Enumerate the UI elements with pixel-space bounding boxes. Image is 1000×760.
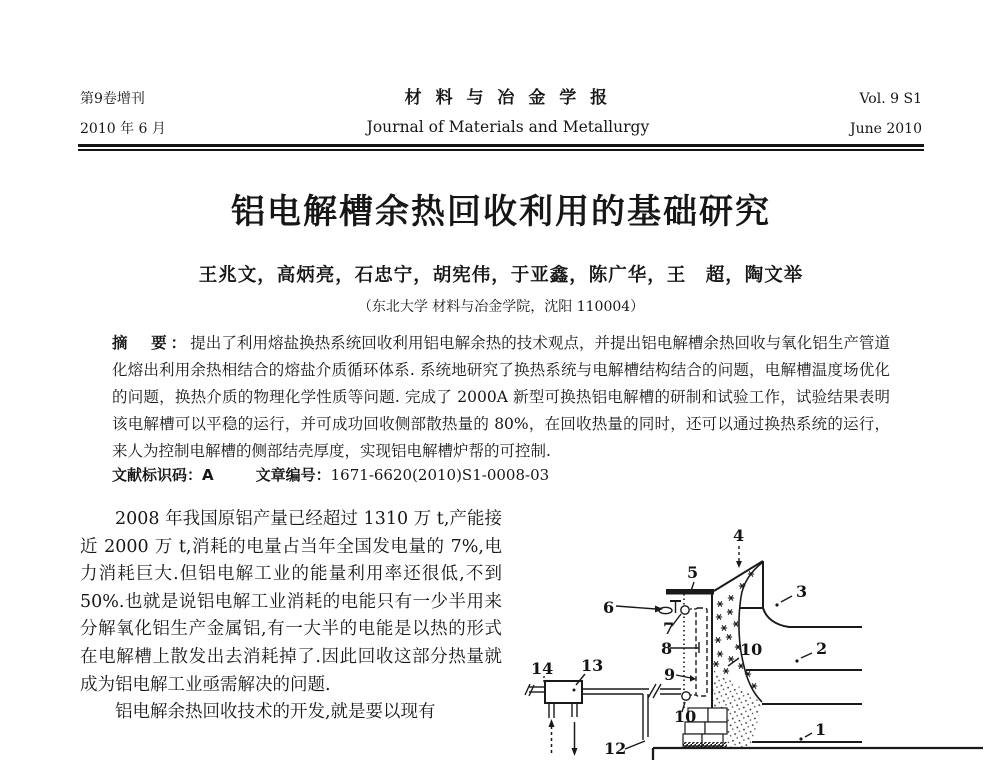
- header-left: [80, 84, 166, 144]
- figure-crust-outline: [714, 561, 862, 702]
- issue-date-cn: 2010 年 6 月: [80, 121, 166, 137]
- figure-label-4: 4: [733, 526, 745, 545]
- figure-label-7: 7: [663, 619, 675, 638]
- journal-title-cn: 材 料 与 冶 金 学 报: [404, 88, 612, 108]
- figure-wall-cap: [666, 589, 714, 595]
- volume-issue-cn: 第9卷增刊: [80, 91, 145, 107]
- header-center: [367, 84, 650, 144]
- figure-label-3: 3: [796, 582, 808, 601]
- figure-label-5: 5: [687, 563, 699, 582]
- figure-label-1: 1: [815, 720, 827, 739]
- article-id-value: 1671-6620(2010)S1-0008-03: [330, 466, 550, 484]
- figure-label-8: 8: [661, 639, 673, 658]
- figure-label-13: 13: [581, 656, 604, 675]
- figure-label-9: 9: [664, 665, 676, 684]
- figure-label-12: 12: [604, 739, 627, 758]
- figure-label-10-bottom: 10: [674, 707, 697, 726]
- article-id-label: 文章编号：: [255, 466, 331, 484]
- figure-diagram-cell-cross-section: [510, 515, 995, 760]
- figure-label-14: 14: [531, 659, 554, 678]
- body-text-column: [80, 506, 502, 727]
- affiliation: （东北大学 材料与冶金学院，沈阳 110004）: [357, 299, 645, 315]
- abstract-label: 摘 要：: [112, 334, 191, 352]
- figure-label-10-right: 10: [740, 640, 763, 659]
- figure-heat-exchanger: [696, 608, 707, 696]
- figure-melt-lines: [746, 670, 862, 742]
- doc-code-value: A: [202, 466, 214, 484]
- journal-header: [80, 84, 922, 144]
- figure-crust-marks: [713, 571, 757, 688]
- figure-flow-arrows: [549, 719, 578, 756]
- doc-code-label: 文献标识码：: [112, 466, 203, 484]
- journal-title-en: Journal of Materials and Metallurgy: [366, 118, 650, 136]
- article-meta-line: [112, 464, 549, 485]
- figure-label-6: 6: [603, 598, 615, 617]
- volume-en: Vol. 9 S1: [859, 91, 922, 107]
- figure-label-2: 2: [816, 639, 828, 658]
- figure-column: [510, 515, 995, 760]
- body-paragraph-2: 铝电解余热回收技术的开发,就是要以现有: [115, 702, 436, 723]
- body-paragraph-1: 2008 年我国原铝产量已经超过 1310 万 t,产能接近 2000 万 t,消耗的电量占当年全国发电量的 7%,电力消耗巨大.但铝电解工业的能量利用率还很低,不到 50%.也就是说铝电解工业消耗的电能只有一少半用来分解氧化铝生产金属铝,有一大半的电能是以热的形式在电解槽上散发出去消耗掉了.因此回收这部分热量就成为铝电解工业亟需解决的问题.: [80, 509, 502, 695]
- header-divider-rule: [78, 144, 924, 151]
- header-right: [850, 84, 922, 144]
- article-title: 铝电解槽余热回收利用的基础研究: [231, 192, 771, 232]
- figure-cell-base: [653, 748, 983, 760]
- abstract-block: [112, 330, 890, 465]
- issue-date-en: June 2010: [849, 121, 922, 137]
- author-list: 王兆文，高炳亮，石忠宁，胡宪伟，于亚鑫，陈广华，王 超，陶文举: [198, 265, 804, 286]
- abstract-text: 提出了利用熔盐换热系统回收利用铝电解余热的技术观点，并提出铝电解槽余热回收与氧化铝生产管道化熔出利用余热相结合的熔盐介质循环体系. 系统地研究了换热系统与电解槽结构结合的问题，电解槽温度场优化的问题，换热介质的物理化学性质等问题. 完成了 2000A 新型可换热铝电解槽的研制和试验工作，试验结果表明该电解槽可以平稳的运行，并可成功回收侧部散热量的 80%，在回收热量的同时，还可以通过换热系统的运行，来人为控制电解槽的侧部结壳厚度，实现铝电解槽炉帮的可控制.: [112, 334, 890, 460]
